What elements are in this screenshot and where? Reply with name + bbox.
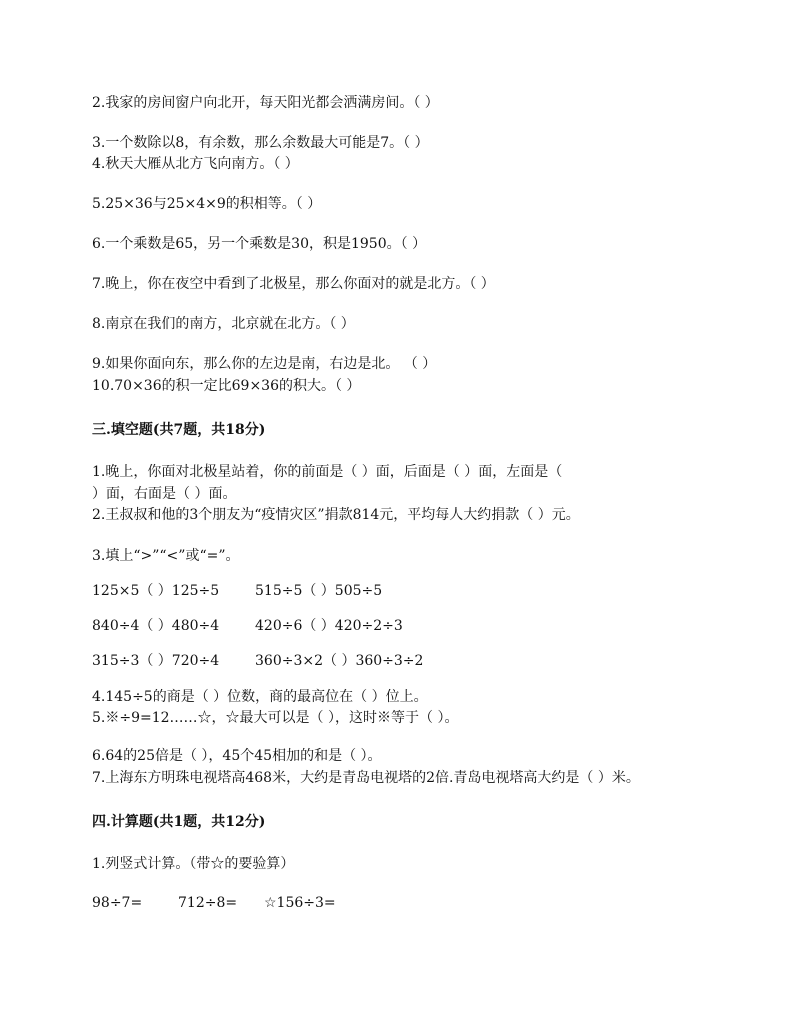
judgement-item-3: 3.一个数除以8，有余数，那么余数最大可能是7。（ ）	[92, 135, 429, 151]
calc-expr-2: 712÷8=	[178, 895, 238, 911]
compare-r3-c1: 315÷3（ ）720÷4	[92, 653, 220, 669]
fill-q2: 2.王叔叔和他的3个朋友为“疫情灾区”捐款814元，平均每人大约捐款（ ）元。	[92, 507, 580, 523]
judgement-item-2: 2.我家的房间窗户向北开，每天阳光都会洒满房间。（ ）	[92, 95, 439, 111]
judgement-item-4: 4.秋天大雁从北方飞向南方。（ ）	[92, 156, 299, 172]
judgement-item-5: 5.25×36与25×4×9的积相等。（ ）	[92, 196, 322, 212]
fill-q7: 7.上海东方明珠电视塔高468米，大约是青岛电视塔的2倍.青岛电视塔高大约是（ ）米。	[92, 770, 640, 786]
compare-r1-c2: 515÷5（ ）505÷5	[255, 583, 383, 599]
compare-r1-c1: 125×5（ ）125÷5	[92, 583, 220, 599]
judgement-item-8: 8.南京在我们的南方，北京就在北方。（ ）	[92, 316, 355, 332]
compare-r3-c2: 360÷3×2（ ）360÷3÷2	[255, 653, 424, 669]
judgement-item-7: 7.晚上，你在夜空中看到了北极星，那么你面对的就是北方。（ ）	[92, 276, 495, 292]
calc-expr-3: ☆156÷3=	[264, 895, 336, 911]
judgement-item-9: 9.如果你面向东，那么你的左边是南，右边是北。 （ ）	[92, 356, 437, 372]
calc-section-heading: 四.计算题(共1题，共12分)	[92, 814, 266, 830]
judgement-item-10: 10.70×36的积一定比69×36的积大。（ ）	[92, 378, 361, 394]
calc-expr-1: 98÷7=	[92, 895, 143, 911]
fill-q4: 4.145÷5的商是（ ）位数，商的最高位在（ ）位上。	[92, 689, 428, 705]
fill-q6: 6.64的25倍是（ ），45个45相加的和是（ ）。	[92, 748, 382, 764]
fill-q5: 5.※÷9=12……☆，☆最大可以是（ ），这时※等于（ ）。	[92, 710, 459, 726]
judgement-item-6: 6.一个乘数是65，另一个乘数是30，积是1950。（ ）	[92, 236, 427, 252]
fill-q1-line2: ）面，右面是（ ）面。	[92, 486, 237, 502]
compare-r2-c1: 840÷4（ ）480÷4	[92, 618, 220, 634]
fill-q1-line1: 1.晚上，你面对北极星站着，你的前面是（ ）面，后面是（ ）面，左面是（	[92, 464, 563, 480]
compare-r2-c2: 420÷6（ ）420÷2÷3	[255, 618, 403, 634]
fill-q3: 3.填上“>”“<”或“=”。	[92, 548, 240, 564]
calc-q1: 1.列竖式计算。（带☆的要验算）	[92, 856, 295, 872]
fill-section-heading: 三.填空题(共7题，共18分)	[92, 422, 266, 438]
